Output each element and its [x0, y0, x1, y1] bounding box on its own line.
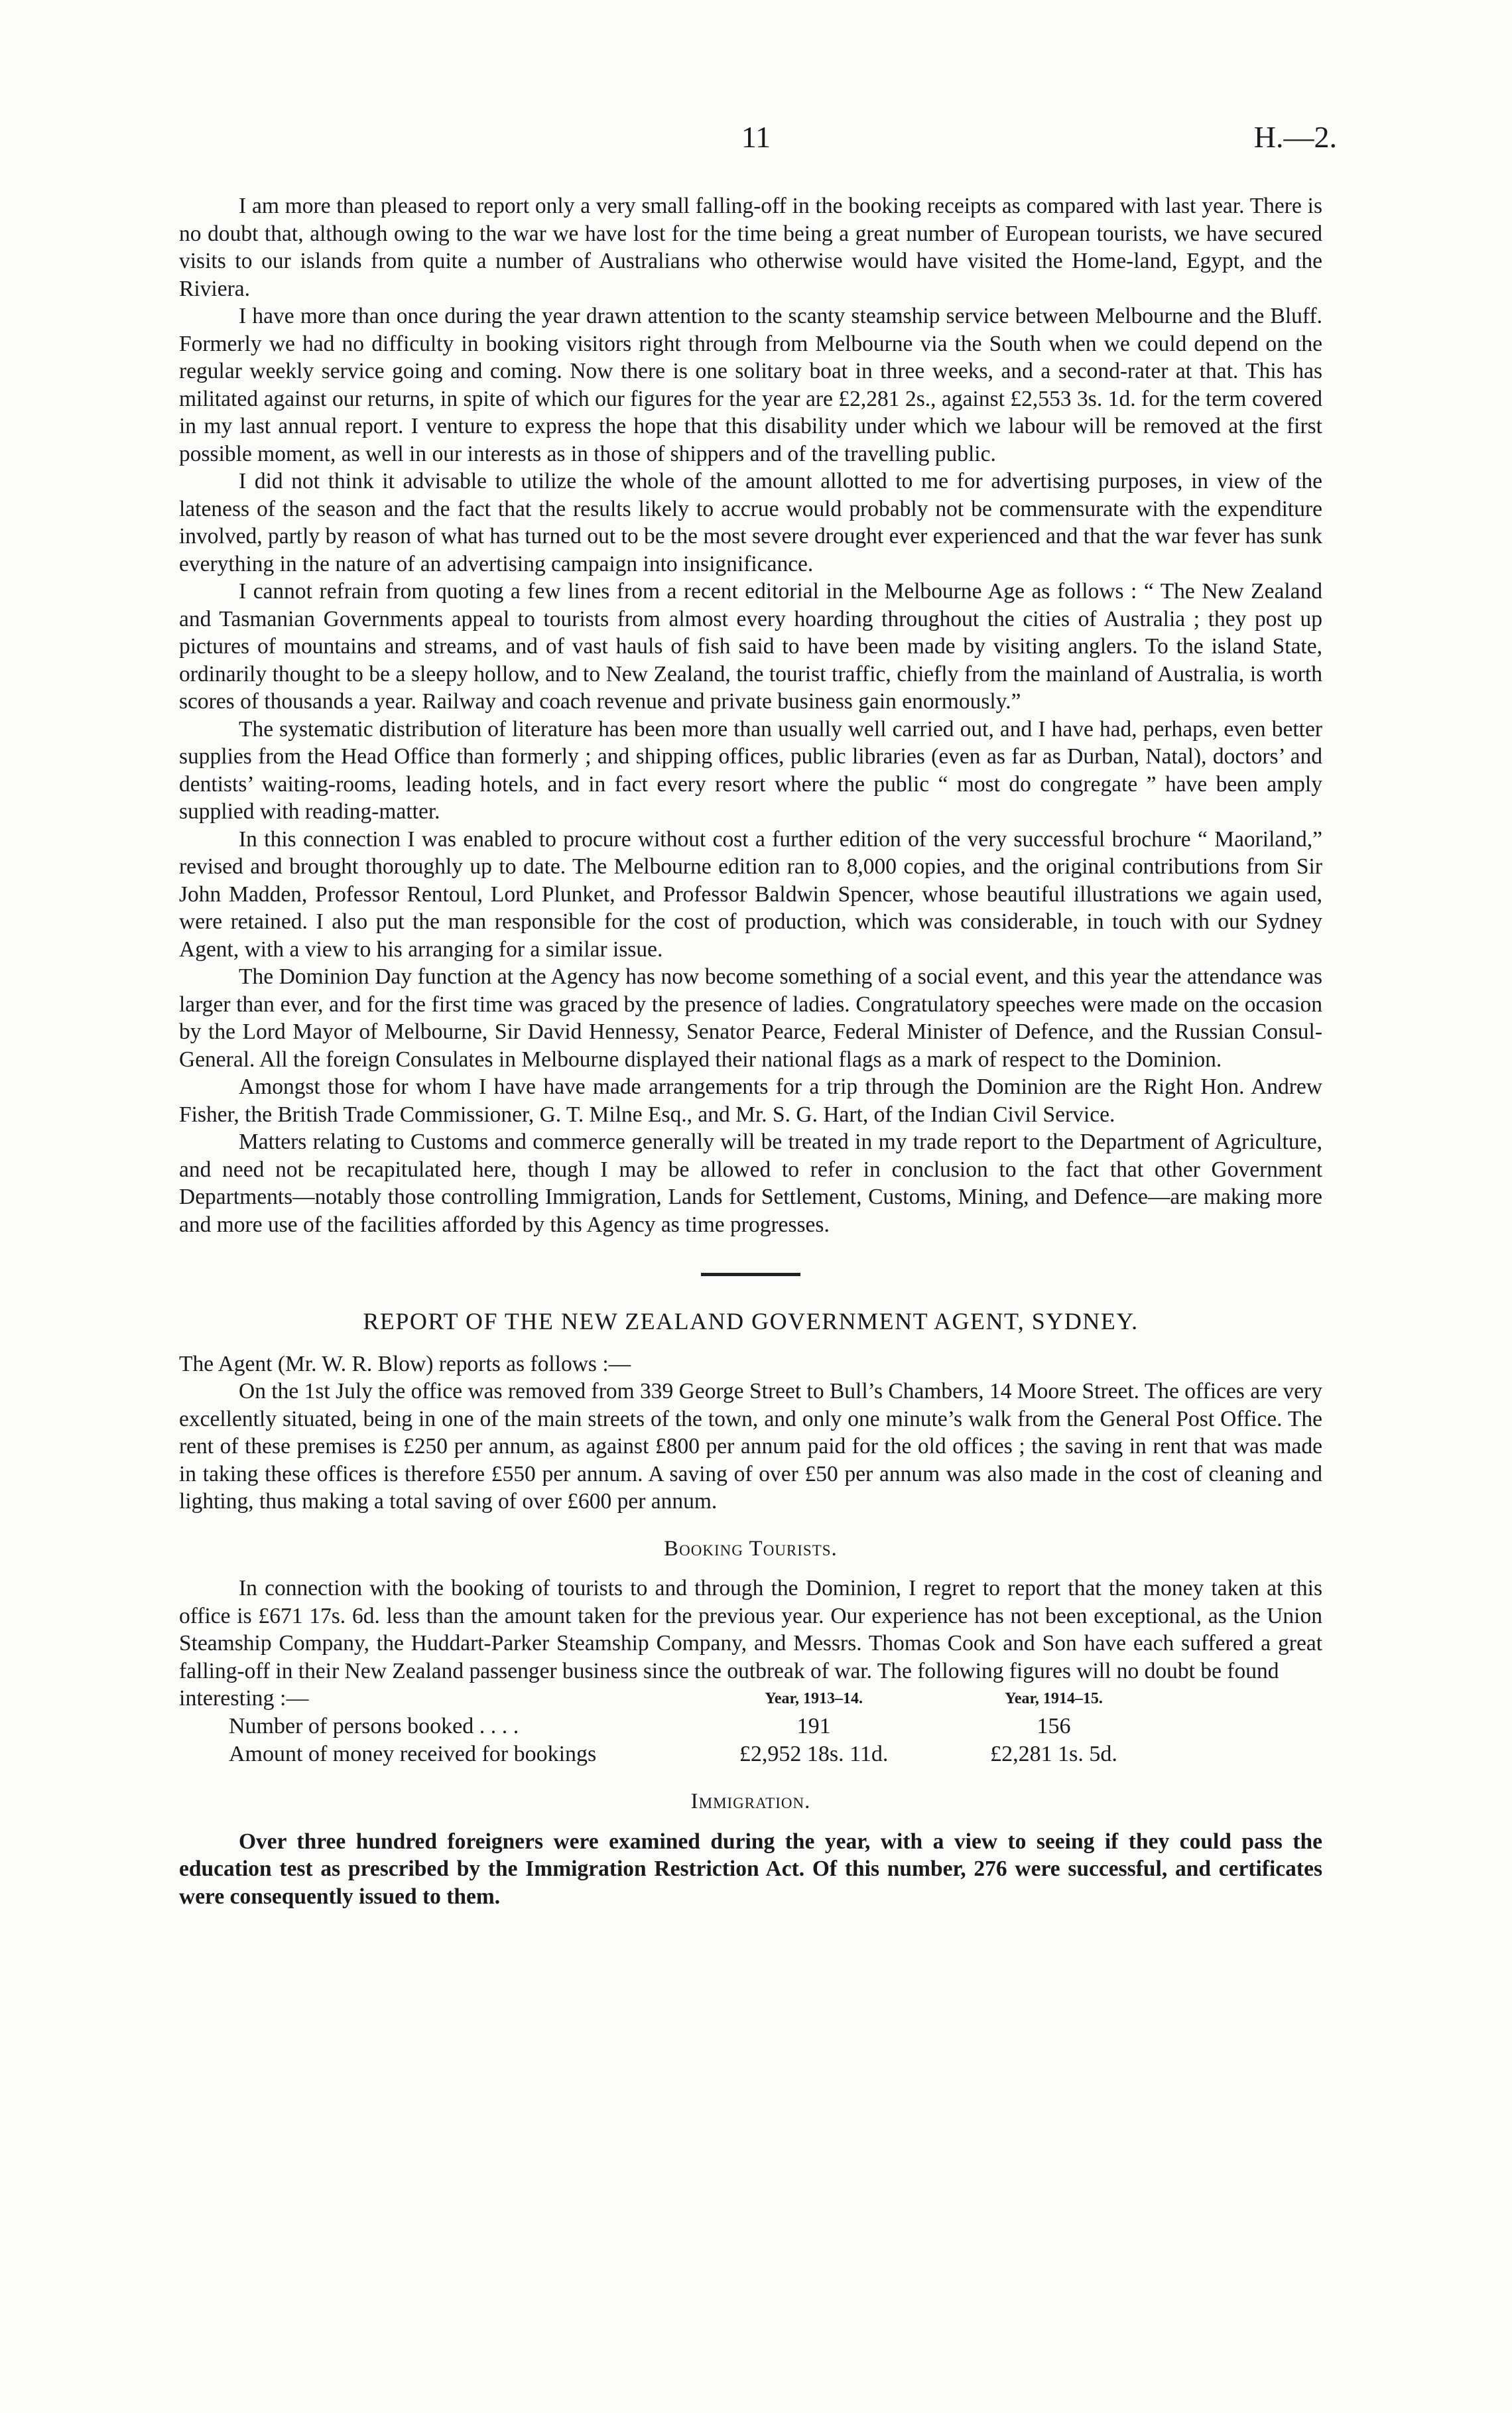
row-label: Number of persons booked . . . . — [229, 1714, 519, 1738]
cell-value: £2,281 1s. 5d. — [990, 1742, 1117, 1766]
cell-value: 191 — [796, 1714, 831, 1738]
paragraph: Over three hundred foreigners were examined during the year, with a view to seeing if they could pass the education test as prescribed by the Immigration Restriction Act. Of this number, 276 were successful, and certificates were consequently issued to them. — [179, 1829, 1322, 1909]
page-body — [179, 192, 1322, 1910]
row-label: Amount of money received for bookings — [229, 1742, 597, 1766]
section-divider — [701, 1273, 800, 1276]
paragraph: I have more than once during the year drawn attention to the scanty steamship service between Melbourne and the Bluff. Formerly we had no difficulty in booking visitors right through from Melbourne via the South when we could depend on the regular weekly service going and coming. Now there is one solitary boat in three weeks, and a second-rater at that. This has militated against our returns, in spite of which our figures for the year are £2,281 2s., against £2,553 3s. 1d. for the term covered in my last annual report. I venture to express the hope that this disability under which we labour will be removed at the first possible moment, as well in our interests as in those of shippers and of the travelling public. — [179, 304, 1322, 466]
paragraph: I did not think it advisable to utilize the whole of the amount allotted to me for advertising purposes, in view of the lateness of the season and the fact that the results likely to accrue would probably not be commensurate with the expenditure involved, partly by reason of what has turned out to be the most severe drought ever experienced and that the war fever has sunk everything in the nature of an advertising campaign into insignificance. — [179, 469, 1322, 576]
table-header-row — [179, 1685, 1174, 1713]
table-row — [179, 1713, 1174, 1740]
cell-value: £2,952 18s. 11d. — [739, 1742, 889, 1766]
paragraph: Amongst those for whom I have have made arrangements for a trip through the Dominion are the Right Hon. Andrew Fisher, the British Trade Commissioner, G. T. Milne Esq., and Mr. S. G. Hart, of the Indian Civil Service. — [179, 1075, 1322, 1127]
paragraph: The Dominion Day function at the Agency has now become something of a social event, and this year the attendance was larger than ever, and for the first time was graced by the presence of ladies. Congratulatory speeches were made on the occasion by the Lord Mayor of Melbourne, Sir David Hennessy, Senator Pearce, Federal Minister of Defence, and the Russian Consul-General. All the foreign Consulates in Melbourne displayed their national flags as a mark of respect to the Dominion. — [179, 964, 1322, 1072]
paragraph: On the 1st July the office was removed from 339 George Street to Bull’s Chambers, 14 Moore Street. The offices are very excellently situated, being in one of the main streets of the town, and only one minute’s walk from the General Post Office. The rent of these premises is £250 per annum, as against £800 per annum paid for the old offices ; the saving in rent that was made in taking these offices is therefore £550 per annum. A saving of over £50 per annum was also made in the cost of cleaning and lighting, thus making a total saving of over £600 per annum. — [179, 1379, 1322, 1514]
paragraph: In this connection I was enabled to procure without cost a further edition of the very successful brochure “ Maoriland,” revised and brought thoroughly up to date. The Melbourne edition ran to 8,000 copies, and the original contributions from Sir John Madden, Professor Rentoul, Lord Plunket, and Professor Baldwin Spencer, whose beautiful illustrations we again used, were retained. I also put the man responsible for the cost of production, which was considerable, in touch with our Sydney Agent, with a view to his arranging for a similar issue. — [179, 826, 1322, 962]
column-header: Year, 1914–15. — [1005, 1690, 1103, 1707]
column-header: Year, 1913–14. — [765, 1690, 863, 1707]
document-reference: H.—2. — [1253, 120, 1337, 154]
section-title: REPORT OF THE NEW ZEALAND GOVERNMENT AGENT, SYDNEY. — [363, 1308, 1139, 1335]
table-lead-in: interesting :— — [179, 1686, 309, 1711]
report-intro: The Agent (Mr. W. R. Blow) reports as follows :— — [179, 1351, 631, 1376]
paragraph: Matters relating to Customs and commerce generally will be treated in my trade report to the Department of Agriculture, and need not be recapitulated here, though I may be allowed to refer in conclusion to the fact that other Government Departments—notably those controlling Immigration, Lands for Settlement, Customs, Mining, and Defence—are making more and more use of the facilities afforded by this Agency as time progresses. — [179, 1130, 1322, 1237]
paragraph: The systematic distribution of literature has been more than usually well carried out, and I have had, perhaps, even better supplies from the Head Office than formerly ; and shipping offices, public libraries (even as far as Durban, Natal), doctors’ and dentists’ waiting-rooms, leading hotels, and in fact every resort where the public “ most do congregate ” have been amply supplied with reading-matter. — [179, 716, 1322, 824]
table-row — [179, 1740, 1174, 1768]
page-number: 11 — [741, 120, 771, 154]
subheading-booking-tourists: Booking Tourists. — [664, 1536, 838, 1561]
paragraph: I cannot refrain from quoting a few lines from a recent editorial in the Melbourne Age as follows : “ The New Zealand and Tasmanian Governments appeal to tourists from almost every hoarding throughout the cities of Australia ; they post up pictures of mountains and streams, and of vast hauls of fish said to have been made by visiting anglers. To the island State, ordinarily thought to be a sleepy hollow, and to New Zealand, the tourist traffic, chiefly from the mainland of Australia, is worth scores of thousands a year. Railway and coach revenue and private business gain enormously.” — [179, 579, 1322, 714]
cell-value: 156 — [1037, 1714, 1071, 1738]
bookings-table — [179, 1685, 1174, 1768]
paragraph: I am more than pleased to report only a very small falling-off in the booking receipts as compared with last year. There is no doubt that, although owing to the war we have lost for the time being a great number of European tourists, we have secured visits to our islands from quite a number of Australians who otherwise would have visited the Home-land, Egypt, and the Riviera. — [179, 194, 1322, 301]
paragraph: In connection with the booking of tourists to and through the Dominion, I regret to report that the money taken at this office is £671 17s. 6d. less than the amount taken for the previous year. Our experience has not been exceptional, as the Union Steamship Company, the Huddart-Parker Steamship Company, and Messrs. Thomas Cook and Son have each suffered a great falling-off in their New Zealand passenger business since the outbreak of war. The following figures will no doubt be found — [179, 1576, 1322, 1683]
subheading-immigration: Immigration. — [690, 1790, 811, 1813]
